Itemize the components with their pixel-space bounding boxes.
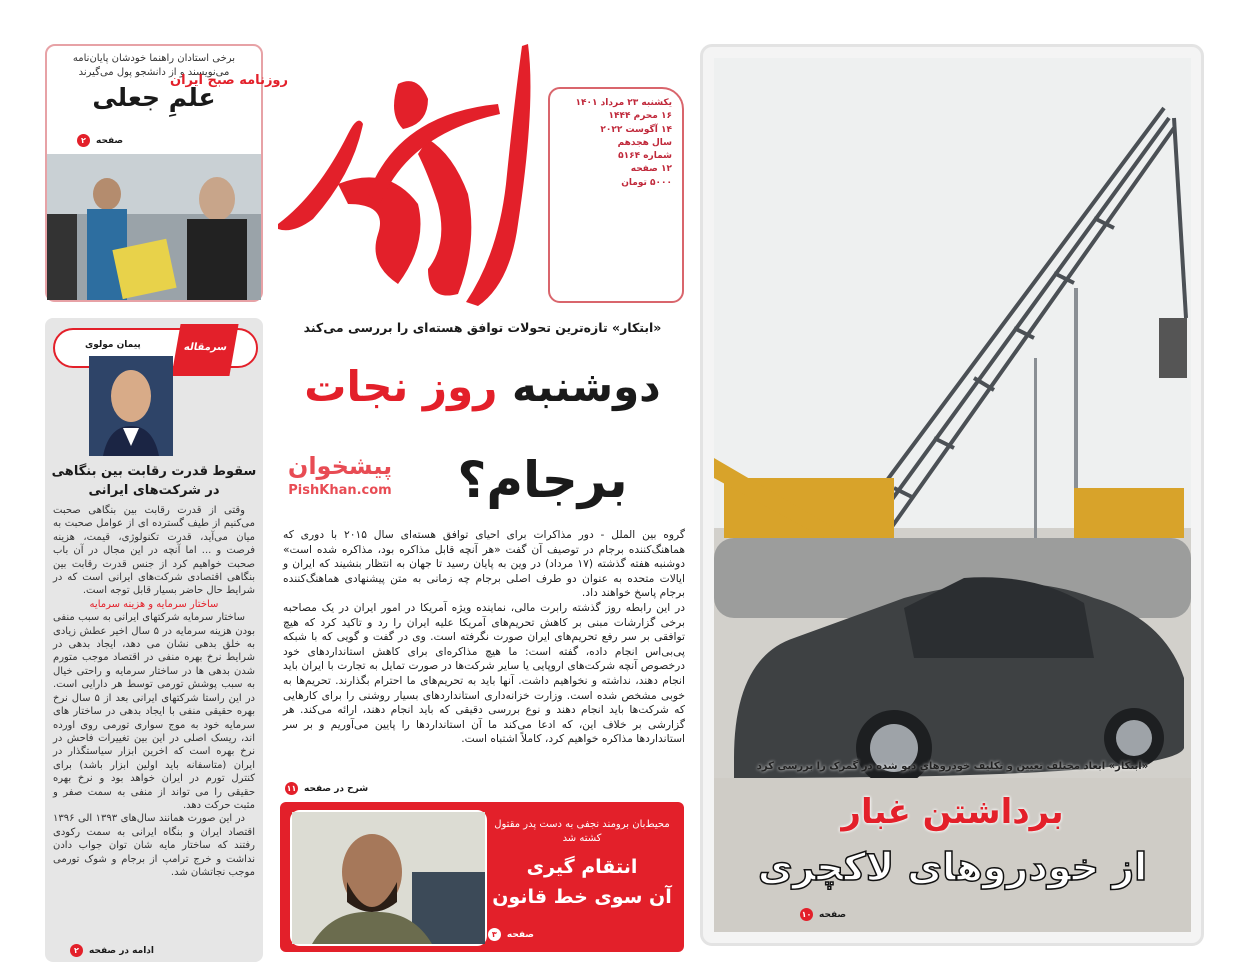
red-box-title-line2: آن سوی خط قانون [492, 886, 672, 908]
editorial-body [53, 504, 255, 879]
issue-price: ۵۰۰۰ تومان [621, 177, 672, 188]
issue-pages: ۱۲ صفحه [630, 164, 672, 175]
editorial-column [45, 318, 263, 962]
editorial-subhead: ساختار سرمایه و هزینه سرمایه [89, 598, 219, 610]
newspaper-logo [169, 44, 548, 306]
page-label: صفحه [96, 135, 124, 146]
watermark-fa: پیشخوان [287, 452, 393, 480]
main-kicker: «ابتکار» تازه‌ترین تحولات توافق هسته‌ای را بررسی می‌کند [303, 320, 662, 335]
cover-headline-white[interactable]: از خودروهای لاکچری [757, 845, 1148, 889]
main-article [283, 528, 685, 747]
page-number-badge: ۱۱ [286, 784, 297, 793]
editorial-paragraph: در این صورت همانند سال‌های ۱۳۹۳ الی ۱۳۹۶ اقتصاد ایران و بنگاه ایرانی به سمت رکودی رفتند که ساختار مایه شان توان جواب دادن نداشت و خرج ترامپ از برجام و شوک تورمی موجب نجاتشان شد. [53, 813, 255, 878]
cover-page-ref[interactable] [800, 908, 846, 921]
teaser-photo [47, 154, 261, 300]
more-label: شرح در صفحه [304, 783, 369, 794]
issue-number: شماره ۵۱۶۴ [618, 151, 672, 162]
red-box-kicker: محیط‌بان برومند نجفی به دست پدر مقتول کشته شد [494, 819, 670, 844]
logo-tagline: روزنامه صبح ایران [169, 73, 288, 88]
headline-red: روز نجات [304, 362, 498, 411]
article-paragraph: گروه بین الملل - دور مذاکرات برای احیای توافق هسته‌ای سال ۲۰۱۵ با دوری که هماهنگ‌کننده برجام در توصیف آن گفت «هر آنچه قابل مذاکره بود، مذاکره شده است» دوشنبه هفته گذشته (۱۷ مرداد) در وین به پایان رسید تا جهان به انتظار بنشیند که ایران و ایالات متحده به عنوان دو طرف اصلی برجام چه زمانی به متن پیشنهادی هماهنگ‌کننده برجام پاسخ خواهند داد. [283, 528, 686, 600]
issue-info-box [548, 87, 684, 303]
editorial-tag: سرمقاله [171, 324, 238, 376]
red-box-page-ref[interactable] [488, 928, 534, 941]
article-paragraph: در این رابطه روز گذشته رابرت مالی، نماینده ویژه آمریکا در امور ایران در یک مصاحبه برخی گزارشات مبنی بر کاهش تحریم‌های آمریکا علیه ایران را رد و تاکید کرد که هیچ توافقی بر سر رفع تحریم‌های ایران صورت نگرفته است. وی در گفت و گویی که با شبکه پی‌بی‌اس انجام داده، گفته است: ما هیچ مذاکره‌ای برای کاهش استانداردهای خود درخصوص آنچه شرکت‌های اروپایی یا سایر شرکت‌ها در صورت تمایل به تجارت با ایران باید انجام دهند، نداشته و نخواهیم داشت. آنها باید به تحریم‌های ما احترام بگذارند. تحریم‌ها به خوبی مشخص شده است. وزارت خزانه‌داری استانداردهای بسیار روشنی را برای کارهایی که شرکت‌ها باید انجام دهند و نوع بررسی دقیقی که باید انجام دهند، ارائه می‌کند. هر گزارشی بر خلاف این، که ادعا می‌کند ما آن استانداردها را پایین می‌آوریم و بر سر استانداردها مذاکره خواهیم کرد، کاملاً اشتباه است. [283, 600, 685, 746]
page-number-badge: ۲ [70, 944, 83, 957]
red-feature-box[interactable] [280, 802, 684, 952]
main-headline-line1[interactable] [275, 352, 690, 422]
page-number-badge: ۳ [488, 928, 501, 941]
red-box-title-line1: انتقام گیری [526, 856, 638, 878]
page-label: صفحه [819, 909, 847, 920]
watermark [285, 450, 395, 500]
main-headline-line2[interactable]: برجام؟ [457, 451, 628, 509]
issue-gregorian-date: ۱۴ آگوست ۲۰۲۲ [600, 124, 672, 135]
cover-headline-red[interactable]: برداشتن غبار [841, 792, 1064, 832]
teaser-page-ref[interactable] [77, 134, 123, 147]
article-continued[interactable] [285, 782, 368, 795]
issue-hijri-date: ۱۶ محرم ۱۴۴۴ [608, 111, 672, 122]
teaser-kicker: برخی استادان راهنما خودشان پایان‌نامه می‌نویسند و از دانشجو پول می‌گیرند [72, 53, 236, 78]
issue-year: سال هجدهم [617, 137, 672, 148]
editorial-paragraph: ساختار سرمایه شرکتهای ایرانی به سبب منفی بودن هزینه سرمایه در ۵ سال اخیر عطش زیادی به خلق بدهی نشان می دهد، ایجاد بدهی در شرایط نرخ بهره منفی در اقتصاد موجب متورم شدن بدهی ها در ساختار سرمایه و راحتی خیال به سبب پوشش تورمی توسط هر دارایی است. در این راستا شرکتهای ایرانی بعد از ۵ سال نرخ بهره حقیقی منفی با ایجاد بدهی در ساختار های سرمایه خود به موج سواری تورمی روی اورده اند، ریسک اصلی در این بین تغییرات فاحش در نرخ بهره است که اخرین ابزار سیاستگذار در ایران (متاسفانه باید اولین ابزار باشد) برای کنترل تورم در ایران خواهد بود و نرخ بهره حقیقی را می تواند از منفی به سمت صفر و مثبت حرکت دهد. [53, 612, 255, 811]
cover-caption: «ابتکار» ابعاد مختلف تعیین و تکلیف خودروهای دپو شده در گمرک را بررسی کرد [756, 761, 1149, 772]
editorial-paragraph: وقتی از قدرت رقابت بین بنگاهی صحبت می‌کنیم از طیف گسترده ای از عوامل صحبت به میان می‌آید، قدرت تکنولوژی، قیمت، هزینه فرصت و ... اما آنچه در این مجال در آن باب صحبت خواهیم کرد از جنس قدرت رقابت بین بنگاهی اقتصادی شرکت‌های ایرانی است که در شرایط حال حاضر بسیار قابل توجه است. [53, 505, 255, 597]
teaser-title: علمِ جعلی [92, 83, 216, 112]
issue-date: یکشنبه ۲۳ مرداد ۱۴۰۱ [575, 98, 672, 108]
page-number-badge: ۱۰ [801, 910, 812, 919]
headline-black: دوشنبه [512, 362, 661, 411]
editorial-continued[interactable] [70, 944, 154, 957]
author-portrait [89, 356, 173, 456]
page-number-badge: ۲ [77, 134, 90, 147]
ranger-photo [290, 810, 487, 946]
page-label: صفحه [506, 929, 534, 940]
editorial-headline: سقوط قدرت رقابت بین بنگاهی در شرکت‌های ایرانی [51, 464, 257, 498]
continued-label: ادامه در صفحه [89, 945, 155, 956]
editorial-author: پیمان مولوی [85, 340, 141, 350]
red-box-title [486, 852, 678, 912]
watermark-en: PishKhan.com [288, 483, 392, 498]
